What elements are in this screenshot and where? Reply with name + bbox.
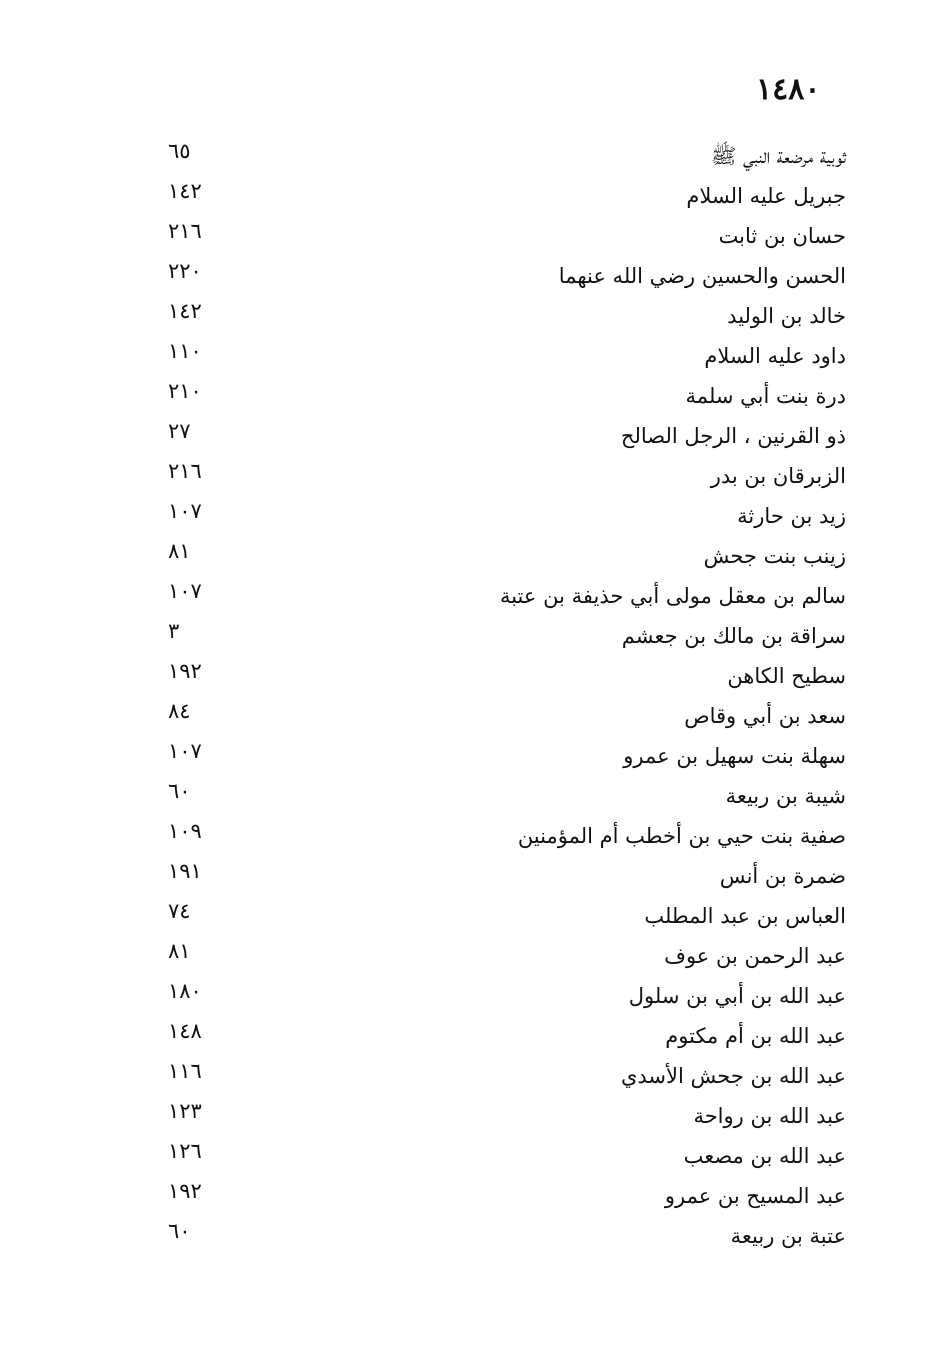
- index-entry: [160, 1056, 860, 1096]
- entry-page-number: ١٩٢: [168, 659, 202, 683]
- entry-page-number: ٨١: [168, 939, 191, 963]
- index-list: [160, 136, 860, 1256]
- entry-name: سالم بن معقل مولى أبي حذيفة بن عتبة: [499, 584, 846, 608]
- entry-page-number: ٣: [168, 619, 180, 643]
- index-entry: [160, 496, 860, 536]
- index-entry: [160, 536, 860, 576]
- index-entry: [160, 216, 860, 256]
- entry-name: زينب بنت جحش: [703, 544, 846, 568]
- index-entry: [160, 296, 860, 336]
- index-entry: [160, 736, 860, 776]
- entry-name: ذو القرنين ، الرجل الصالح: [620, 424, 846, 448]
- entry-name: زيد بن حارثة: [737, 504, 846, 528]
- entry-name: عبد المسيح بن عمرو: [664, 1184, 846, 1208]
- entry-name: صفية بنت حيي بن أخطب أم المؤمنين: [517, 824, 846, 848]
- entry-page-number: ١٠٩: [168, 819, 202, 843]
- page-number: ١٤٨٠: [756, 72, 821, 107]
- entry-name: الزبرقان بن بدر: [710, 464, 846, 488]
- entry-name: جبريل عليه السلام: [686, 184, 846, 208]
- entry-page-number: ١٠٧: [168, 579, 202, 603]
- index-entry: [160, 336, 860, 376]
- index-entry: [160, 896, 860, 936]
- index-entry: [160, 176, 860, 216]
- index-entry: [160, 936, 860, 976]
- entry-page-number: ١٤٢: [168, 299, 202, 323]
- entry-page-number: ١٢٣: [168, 1099, 202, 1123]
- index-entry: [160, 1016, 860, 1056]
- entry-name: الحسن والحسين رضي الله عنهما: [558, 264, 846, 288]
- index-entry: [160, 656, 860, 696]
- entry-name: ثوبية مرضعة النبي ﷺ: [711, 144, 846, 168]
- entry-page-number: ٢٢٠: [168, 259, 202, 283]
- index-entry: [160, 376, 860, 416]
- entry-page-number: ١٠٧: [168, 739, 202, 763]
- index-entry: [160, 456, 860, 496]
- index-entry: [160, 1136, 860, 1176]
- entry-name: ضمرة بن أنس: [719, 864, 846, 888]
- entry-page-number: ١١٦: [168, 1059, 202, 1083]
- entry-page-number: ٦٠: [168, 779, 191, 803]
- entry-name: سطيح الكاهن: [727, 664, 846, 688]
- index-entry: [160, 816, 860, 856]
- entry-name: عتبة بن ربيعة: [730, 1224, 846, 1248]
- entry-name: عبد الله بن أم مكتوم: [665, 1024, 846, 1048]
- entry-page-number: ٦٠: [168, 1219, 191, 1243]
- entry-page-number: ١١٠: [168, 339, 202, 363]
- entry-page-number: ١٢٦: [168, 1139, 202, 1163]
- entry-name: داود عليه السلام: [704, 344, 846, 368]
- entry-name: عبد الله بن مصعب: [683, 1144, 846, 1168]
- entry-page-number: ٨٤: [168, 699, 191, 723]
- entry-name: حسان بن ثابت: [718, 224, 846, 248]
- index-entry: [160, 1096, 860, 1136]
- entry-name: عبد الله بن رواحة: [693, 1104, 846, 1128]
- index-entry: [160, 1216, 860, 1256]
- entry-page-number: ٢٧: [168, 419, 191, 443]
- index-entry: [160, 1176, 860, 1216]
- entry-name: العباس بن عبد المطلب: [644, 904, 846, 928]
- index-entry: [160, 856, 860, 896]
- entry-name: سهلة بنت سهيل بن عمرو: [623, 744, 846, 768]
- index-entry: [160, 776, 860, 816]
- entry-page-number: ١٨٠: [168, 979, 202, 1003]
- entry-name: سراقة بن مالك بن جعشم: [621, 624, 846, 648]
- entry-page-number: ١٤٨: [168, 1019, 202, 1043]
- index-entry: [160, 136, 860, 176]
- entry-page-number: ١٩١: [168, 859, 202, 883]
- entry-page-number: ٢١٦: [168, 219, 202, 243]
- entry-page-number: ٨١: [168, 539, 191, 563]
- entry-name: عبد الله بن أبي بن سلول: [628, 984, 846, 1008]
- entry-page-number: ٦٥: [168, 139, 191, 163]
- index-entry: [160, 616, 860, 656]
- entry-name: سعد بن أبي وقاص: [684, 704, 846, 728]
- index-entry: [160, 696, 860, 736]
- entry-page-number: ١٠٧: [168, 499, 202, 523]
- entry-name: شيبة بن ربيعة: [725, 784, 846, 808]
- entry-page-number: ٢١٦: [168, 459, 202, 483]
- entry-page-number: ٢١٠: [168, 379, 202, 403]
- entry-name: عبد الرحمن بن عوف: [664, 944, 846, 968]
- index-entry: [160, 976, 860, 1016]
- index-entry: [160, 256, 860, 296]
- entry-name: عبد الله بن جحش الأسدي: [620, 1064, 846, 1088]
- index-entry: [160, 576, 860, 616]
- entry-page-number: ١٤٢: [168, 179, 202, 203]
- entry-page-number: ١٩٢: [168, 1179, 202, 1203]
- index-entry: [160, 416, 860, 456]
- entry-page-number: ٧٤: [168, 899, 191, 923]
- entry-name: درة بنت أبي سلمة: [685, 384, 846, 408]
- entry-name: خالد بن الوليد: [727, 304, 846, 328]
